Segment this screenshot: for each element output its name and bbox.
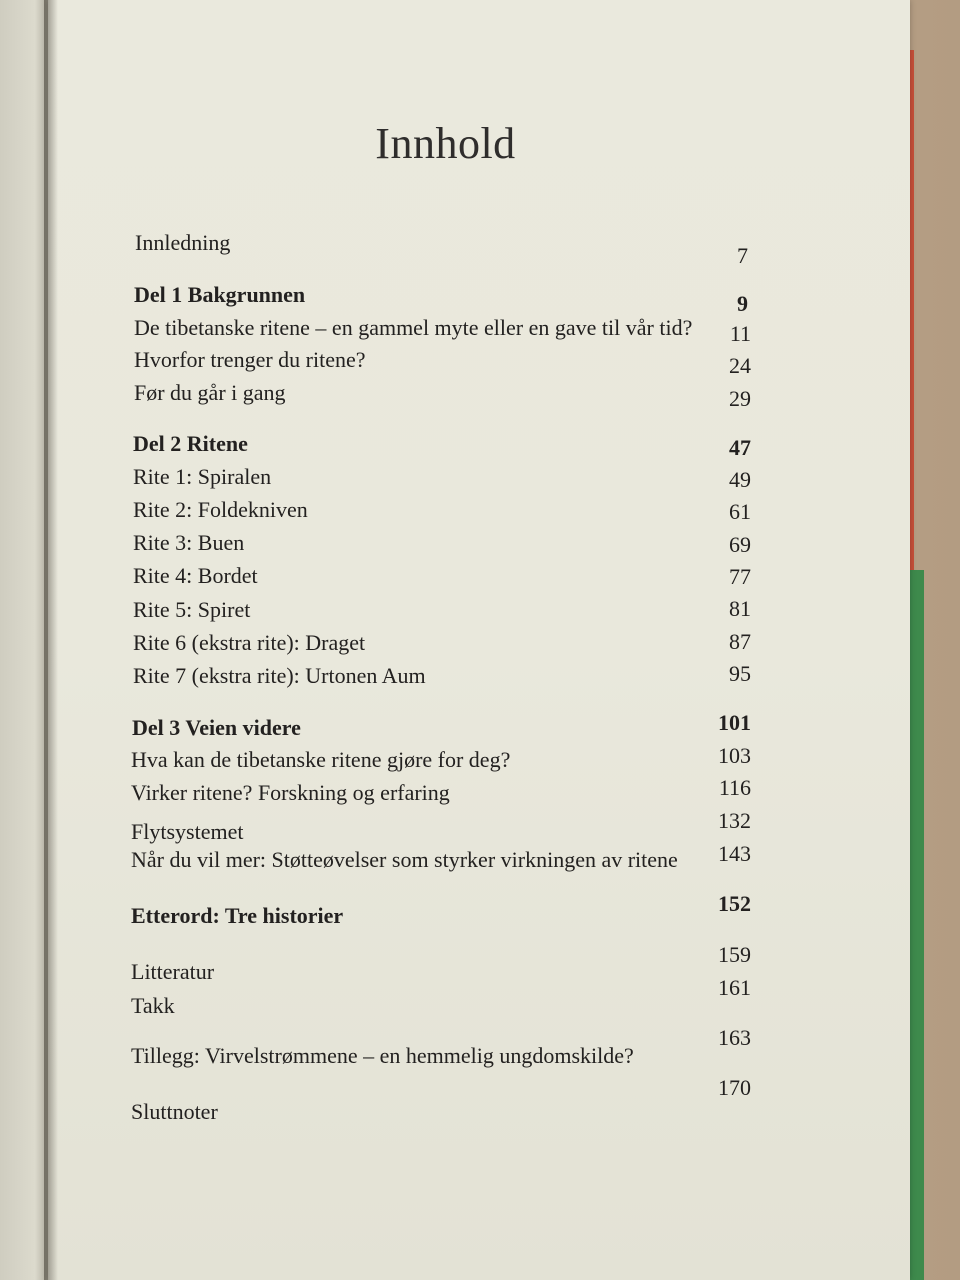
toc-page-etterord: 152 (718, 891, 751, 916)
toc-page-del-1: 9 (737, 291, 748, 316)
toc-page-innledning: 7 (737, 243, 748, 268)
book-page (48, 0, 910, 1280)
toc-entry-takk: Takk (131, 993, 175, 1018)
toc-entry-for-du-gar: Før du går i gang (134, 380, 286, 405)
toc-page-rite-7: 95 (729, 661, 751, 686)
toc-entry-sluttnoter: Sluttnoter (131, 1099, 218, 1124)
toc-entry-flytsystemet: Flytsystemet (131, 819, 244, 844)
toc-page-del-3: 101 (718, 710, 751, 735)
toc-entry-hvorfor: Hvorfor trenger du ritene? (134, 347, 366, 372)
toc-page-del-2: 47 (729, 435, 751, 460)
toc-page-rite-1: 49 (729, 467, 751, 492)
toc-entry-rite-7: Rite 7 (ekstra rite): Urtonen Aum (133, 663, 426, 688)
toc-section-del-2: Del 2 Ritene (133, 431, 248, 456)
toc-page-rite-2: 61 (729, 499, 751, 524)
toc-section-del-3: Del 3 Veien videre (132, 715, 301, 740)
toc-page-rite-4: 77 (729, 564, 751, 589)
toc-page-tibetanske-ritene: 11 (729, 321, 751, 346)
toc-page-hva-kan: 103 (718, 743, 751, 768)
toc-page-rite-3: 69 (729, 532, 751, 557)
toc-entry-rite-4: Rite 4: Bordet (133, 563, 258, 588)
toc-page-nar-du-vil-mer: 143 (718, 841, 751, 866)
toc-entry-tibetanske-ritene: De tibetanske ritene – en gammel myte eller en gave til vår tid? (134, 315, 693, 340)
toc-entry-nar-du-vil-mer: Når du vil mer: Støtteøvelser som styrker virkningen av ritene (131, 847, 678, 872)
toc-page-litteratur: 159 (718, 942, 751, 967)
toc-page-tillegg: 163 (718, 1025, 751, 1050)
toc-entry-tillegg: Tillegg: Virvelstrømmene – en hemmelig ungdomskilde? (131, 1043, 634, 1068)
toc-page-rite-5: 81 (729, 596, 751, 621)
toc-entry-litteratur: Litteratur (131, 959, 215, 984)
toc-page-flytsystemet: 132 (718, 808, 751, 833)
page-title: Innhold (375, 119, 516, 168)
toc-entry-rite-3: Rite 3: Buen (133, 530, 245, 555)
toc-entry-virker-ritene: Virker ritene? Forskning og erfaring (131, 780, 450, 805)
toc-page-takk: 161 (718, 975, 751, 1000)
toc-section-del-1: Del 1 Bakgrunnen (134, 282, 306, 307)
toc-entry-rite-5: Rite 5: Spiret (133, 597, 251, 622)
toc-entry-rite-1: Rite 1: Spiralen (133, 464, 272, 489)
toc-page-hvorfor: 24 (729, 353, 751, 378)
toc-page-sluttnoter: 170 (718, 1075, 751, 1100)
toc-entry-hva-kan: Hva kan de tibetanske ritene gjøre for deg? (131, 747, 511, 772)
toc-page-rite-6: 87 (729, 629, 751, 654)
toc-page-for-du-gar: 29 (729, 386, 751, 411)
toc-page-virker-ritene: 116 (718, 775, 751, 800)
toc-entry-innledning: Innledning (135, 230, 231, 255)
facing-page-edge (0, 0, 50, 1280)
toc-section-etterord: Etterord: Tre historier (131, 903, 344, 928)
toc-entry-rite-2: Rite 2: Foldekniven (133, 497, 308, 522)
toc-entry-rite-6: Rite 6 (ekstra rite): Draget (133, 630, 366, 655)
spine-shadow (44, 0, 58, 1280)
